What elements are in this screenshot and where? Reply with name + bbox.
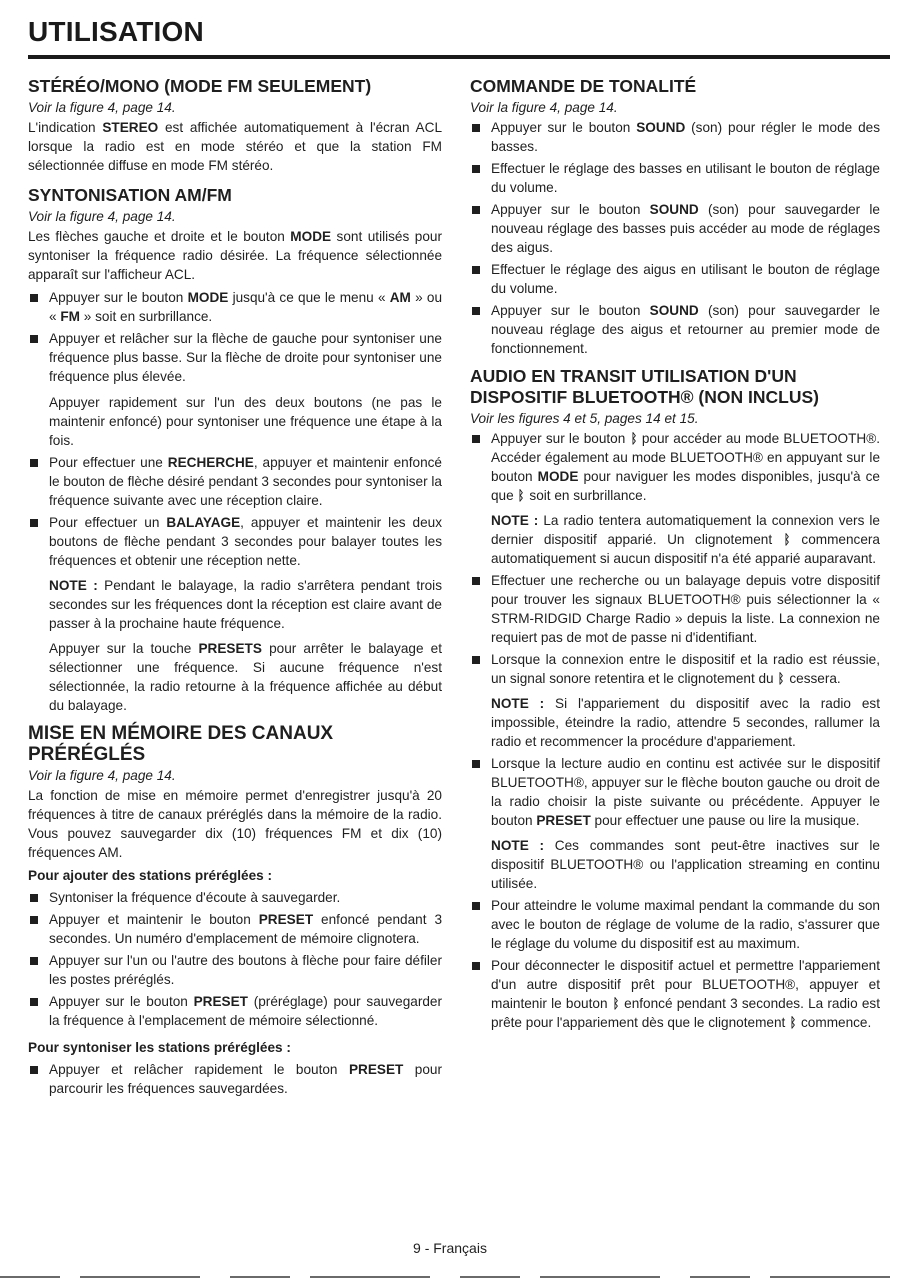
section-heading: AUDIO EN TRANSIT UTILISATION D'UN DISPOSITIF BLUETOOTH® (NON INCLUS)	[470, 366, 819, 407]
list-item: Appuyer sur le bouton PRESET (préréglage) pour sauvegarder la fréquence à l'emplacement de mémoire sélectionné.	[28, 992, 442, 1030]
section-heading: COMMANDE DE TONALITÉ	[470, 76, 697, 96]
section-tuning	[28, 185, 442, 715]
section-heading: STÉRÉO/MONO (MODE FM SEULEMENT)	[28, 76, 372, 96]
note: NOTE : Pendant le balayage, la radio s'arrêtera pendant trois secondes sur les fréquences dont la réception est claire avant de passer à la prochaine haute fréquence.	[49, 578, 442, 631]
list-item: Effectuer le réglage des basses en utilisant le bouton de réglage du volume.	[470, 159, 880, 197]
page-title: UTILISATION	[28, 16, 204, 47]
bullet-list	[28, 288, 442, 715]
section-tone-control	[470, 76, 880, 358]
figure-reference: Voir la figure 4, page 14.	[470, 100, 618, 115]
paragraph: La fonction de mise en mémoire permet d'enregistrer jusqu'à 20 fréquences à titre de canaux préréglés dans la mémoire de la radio. Vous pouvez sauvegarder dix (10) fréquences FM et dix (10) fréquences AM.	[28, 788, 442, 860]
list-item: Appuyer sur l'un ou l'autre des boutons à flèche pour faire défiler les postes préréglés.	[28, 951, 442, 989]
bluetooth-icon: ᛒ	[612, 996, 619, 1011]
list-item: Appuyer sur le bouton SOUND (son) pour sauvegarder le nouveau réglage des basses puis accéder au mode de réglages des aigus.	[470, 200, 880, 257]
title-rule	[28, 55, 890, 59]
note: NOTE : Ces commandes sont peut-être inactives sur le dispositif BLUETOOTH® ou l'application streaming en continu utilisée.	[491, 838, 880, 891]
bluetooth-icon: ᛒ	[630, 431, 637, 446]
figure-reference: Voir les figures 4 et 5, pages 14 et 15.	[470, 411, 699, 426]
list-item: Appuyer et maintenir le bouton PRESET enfoncé pendant 3 secondes. Un numéro d'emplacement de mémoire clignotera.	[28, 910, 442, 948]
list-item: Lorsque la connexion entre le dispositif et la radio est réussie, un signal sonore retentira et le clignotement du ᛒ cessera. NOTE : Si l'appariement du dispositif avec la radio est impossible, éteindre la radio, attendre 5 secondes, rallumer la radio et recommencer la procédure d'appariement.	[470, 650, 880, 751]
list-item: Effectuer une recherche ou un balayage depuis votre dispositif pour trouver les signaux BLUETOOTH® puis sélectionner la « STRM-RIDGID Charge Radio » depuis la liste. La connexion ne requiert pas de mot de passe ni d'identifiant.	[470, 571, 880, 647]
list-item: Pour effectuer un BALAYAGE, appuyer et maintenir les deux boutons de flèche pendant 3 secondes pour balayer toutes les fréquences et obtenir une réception nette. NOTE : Pendant le balayage, la radio s'arrêtera pendant trois secondes sur les fréquences dont la réception est claire avant de passer à la prochaine haute fréquence. Appuyer sur la touche PRESETS pour arrêter le balayage et sélectionner une fréquence. Si aucune fréquence n'est sélectionnée, la radio retourne à la fréquence affichée au début du balayage.	[28, 513, 442, 715]
list-item-continuation: Appuyer sur la touche PRESETS pour arrêter le balayage et sélectionner une fréquence. Si aucune fréquence n'est sélectionnée, la radio retourne à la fréquence affichée au début du balayage.	[49, 641, 442, 713]
subheading: Pour ajouter des stations préréglées :	[28, 868, 273, 883]
list-item: Syntoniser la fréquence d'écoute à sauvegarder.	[28, 888, 442, 907]
bullet-list	[470, 118, 880, 358]
list-item: Appuyer et relâcher rapidement le bouton PRESET pour parcourir les fréquences sauvegardées.	[28, 1060, 442, 1098]
section-bluetooth	[470, 366, 880, 1032]
figure-reference: Voir la figure 4, page 14.	[28, 100, 176, 115]
section-heading: MISE EN MÉMOIRE DES CANAUX PRÉRÉGLÉS	[28, 723, 334, 765]
note: NOTE : La radio tentera automatiquement la connexion vers le dernier dispositif apparié. Un clignotement ᛒ commencera automatiquement si aucun dispositif n'a été apparié auparavant.	[491, 513, 880, 566]
list-item: Appuyer sur le bouton MODE jusqu'à ce que le menu « AM » ou « FM » soit en surbrillance.	[28, 288, 442, 326]
bottom-edge-rule	[0, 1276, 900, 1278]
bluetooth-icon: ᛒ	[518, 488, 525, 503]
list-item: Appuyer sur le bouton SOUND (son) pour régler le mode des basses.	[470, 118, 880, 156]
list-item: Pour atteindre le volume maximal pendant la commande du son avec le bouton de réglage de volume de la radio, s'assurer que le réglage du volume du dispositif est au maximum.	[470, 896, 880, 953]
bluetooth-icon: ᛒ	[783, 532, 790, 547]
bullet-list	[28, 888, 442, 1030]
list-item: Effectuer le réglage des aigus en utilisant le bouton de réglage du volume.	[470, 260, 880, 298]
section-presets	[28, 723, 442, 1098]
figure-reference: Voir la figure 4, page 14.	[28, 768, 176, 783]
list-item-continuation: Appuyer rapidement sur l'un des deux boutons (ne pas le maintenir enfoncé) pour syntoniser une fréquence une étape à la fois.	[49, 395, 442, 448]
list-item: Pour déconnecter le dispositif actuel et permettre l'appariement d'un autre dispositif prêt pour BLUETOOTH®, appuyer et maintenir le bouton ᛒ enfoncé pendant 3 secondes. La radio est prête pour l'appariement dès que le clignotement ᛒ commence.	[470, 956, 880, 1032]
list-item: Lorsque la lecture audio en continu est activée sur le dispositif BLUETOOTH®, appuyer sur le flèche bouton gauche ou droit de la radio choisir la piste suivante ou précédente. Appuyer le bouton PRESET pour effectuer une pause ou lire la musique. NOTE : Ces commandes sont peut-être inactives sur le dispositif BLUETOOTH® ou l'application streaming en continu utilisée.	[470, 754, 880, 893]
page-footer: 9 - Français	[413, 1240, 487, 1256]
bluetooth-icon: ᛒ	[790, 1015, 797, 1030]
section-heading: SYNTONISATION AM/FM	[28, 185, 232, 205]
left-column	[28, 76, 442, 1106]
bluetooth-icon: ᛒ	[778, 671, 785, 686]
bullet-list	[28, 1060, 442, 1098]
paragraph: Les flèches gauche et droite et le bouton MODE sont utilisés pour syntoniser la fréquence radio désirée. La fréquence sélectionnée apparaît sur l'afficheur ACL.	[28, 229, 442, 282]
paragraph: L'indication STEREO est affichée automatiquement à l'écran ACL lorsque la radio est en mode stéréo et que la station FM sélectionnée diffuse en mode FM stéréo.	[28, 120, 442, 173]
list-item: Appuyer sur le bouton SOUND (son) pour sauvegarder le nouveau réglage des aigus et retourner au premier mode de fonctionnement.	[470, 301, 880, 358]
right-column	[470, 76, 880, 1040]
section-stereo-mono	[28, 76, 442, 175]
note: NOTE : Si l'appariement du dispositif avec la radio est impossible, éteindre la radio, attendre 5 secondes, rallumer la radio et recommencer la procédure d'appariement.	[491, 696, 880, 749]
figure-reference: Voir la figure 4, page 14.	[28, 209, 176, 224]
list-item: Appuyer et relâcher sur la flèche de gauche pour syntoniser une fréquence plus basse. Sur la flèche de droite pour syntoniser une fréquence plus élevée. Appuyer rapidement sur l'un des deux boutons (ne pas le maintenir enfoncé) pour syntoniser une fréquence une étape à la fois.	[28, 329, 442, 450]
list-item: Appuyer sur le bouton ᛒ pour accéder au mode BLUETOOTH®. Accéder également au mode BLUETOOTH® en appuyant sur le bouton MODE pour naviguer les modes disponibles, jusqu'à ce que ᛒ soit en surbrillance. NOTE : La radio tentera automatiquement la connexion vers le dernier dispositif apparié. Un clignotement ᛒ commencera automatiquement si aucun dispositif n'a été apparié auparavant.	[470, 429, 880, 568]
bullet-list	[470, 429, 880, 1032]
subheading: Pour syntoniser les stations préréglées :	[28, 1040, 291, 1055]
list-item: Pour effectuer une RECHERCHE, appuyer et maintenir enfoncé le bouton de flèche désiré pendant 3 secondes pour syntoniser la fréquence suivante avec une réception claire.	[28, 453, 442, 510]
